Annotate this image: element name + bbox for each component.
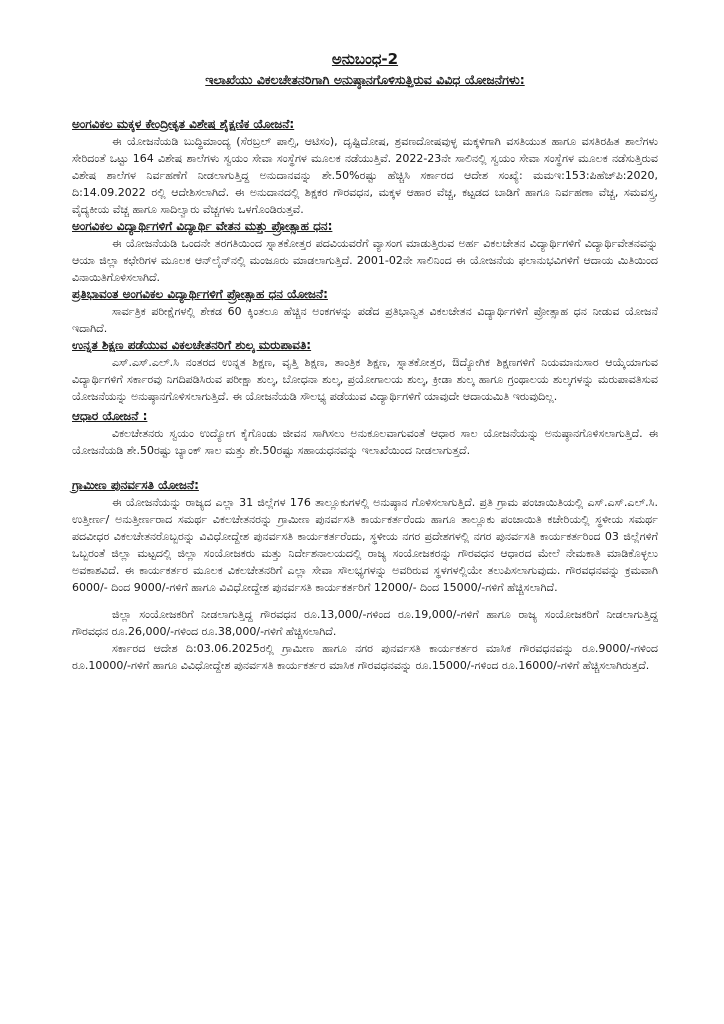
section-paragraph: ಈ ಯೋಜನೆಯನ್ನು ರಾಜ್ಯದ ಎಲ್ಲಾ 31 ಜಿಲ್ಲೆಗಳ 176 ತಾಲ್ಲೂಕುಗಳಲ್ಲಿ ಅನುಷ್ಠಾನ ಗೊಳಿಸಲಾಗುತ್ತಿದೆ. ಪ್ರತಿ ಗ್ರಾಮ ಪಂಚಾಯಿತಿಯಲ್ಲಿ ಎಸ್.ಎಸ್.ಎಲ್.ಸಿ. ಉತ್ತೀರ್ಣ/ ಅನುತ್ತೀರ್ಣರಾದ ಸಮರ್ಥ ವಿಕಲಚೇತನರನ್ನು ಗ್ರಾಮೀಣ ಪುನರ್ವಸತಿ ಕಾರ್ಯಕರ್ತರೆಂದು ಹಾಗೂ ತಾಲ್ಲೂಕು ಪಂಚಾಯಿತಿ ಕಚೇರಿಯಲ್ಲಿ ಸ್ಥಳೀಯ ಸಮರ್ಥ ಪದವೀಧರ ವಿಕಲಚೇತನರೊಬ್ಬರನ್ನು ವಿವಿಧೋದ್ದೇಶ ಪುನರ್ವಸತಿ ಕಾರ್ಯಕರ್ತರೆಂದು, ಸ್ಥಳೀಯ ನಗರ ಪ್ರದೇಶಗಳಲ್ಲಿ ನಗರ ಪುನರ್ವಸತಿ ಕಾರ್ಯಕರ್ತರಿಂದ 03 ಜಿಲ್ಲೆಗಳಿಗೆ ಒಬ್ಬರಂತೆ ಜಿಲ್ಲಾ ಮಟ್ಟದಲ್ಲಿ ಜಿಲ್ಲಾ ಸಂಯೋಜಕರು ಮತ್ತು ನಿರ್ದೇಶನಾಲಯದಲ್ಲಿ ರಾಜ್ಯ ಸಂಯೋಜಕರನ್ನು ಗೌರವಧನ ಆಧಾರದ ಮೇಲೆ ನೇಮಕಾತಿ ಮಾಡಿಕೊಳ್ಳಲು ಅವಕಾಶವಿದೆ. ಈ ಕಾರ್ಯಕರ್ತರ ಮೂಲಕ ವಿಕಲಚೇತನರಿಗೆ ಎಲ್ಲಾ ಸೇವಾ ಸೌಲಭ್ಯಗಳನ್ನು ಅವರಿರುವ ಸ್ಥಳಗಳಲ್ಲಿಯೇ ತಲುಪಿಸಲಾಗುವುದು. ಗೌರವಧನವನ್ನು ಕ್ರಮವಾಗಿ 6000/- ದಿಂದ 9000/-ಗಳಿಗೆ ಹಾಗೂ ವಿವಿಧೋದ್ದೇಶ ಪುನರ್ವಸತಿ ಕಾರ್ಯಕರ್ತರಿಗೆ 12000/- ದಿಂದ 15000/-ಗಳಿಗೆ ಹೆಚ್ಚಿಸಲಾಗಿದೆ. <box>72 496 658 594</box>
annex-label: ಅನುಬಂಧ-2 <box>331 50 399 68</box>
section-paragraph: ಎಸ್.ಎಸ್.ಎಲ್.ಸಿ ನಂತರದ ಉನ್ನತ ಶಿಕ್ಷಣ, ವೃತ್ತಿ ಶಿಕ್ಷಣ, ತಾಂತ್ರಿಕ ಶಿಕ್ಷಣ, ಸ್ನಾತಕೋತ್ತರ, ಔದ್ಯೋಗಿಕ ಶಿಕ್ಷಣಗಳಿಗೆ ನಿಯಮಾನುಸಾರ ಆಯ್ಕೆಯಾಗುವ ವಿದ್ಯಾರ್ಥಿಗಳಿಗೆ ಸರ್ಕಾರವು ನಿಗದಿಪಡಿಸಿರುವ ಪರೀಕ್ಷಾ ಶುಲ್ಕ, ಬೋಧನಾ ಶುಲ್ಕ, ಪ್ರಯೋಗಾಲಯ ಶುಲ್ಕ, ಕ್ರೀಡಾ ಶುಲ್ಕ ಹಾಗೂ ಗ್ರಂಥಾಲಯ ಶುಲ್ಕಗಳನ್ನು ಮರುಪಾವತಿಸುವ ಯೋಜನೆಯನ್ನು ಅನುಷ್ಠಾನಗೊಳಿಸಲಾಗುತ್ತಿದೆ. ಈ ಯೋಜನೆಯಡಿ ಸೌಲಭ್ಯ ಪಡೆಯುವ ವಿದ್ಯಾರ್ಥಿಗಳಿಗೆ ಯಾವುದೇ ಆದಾಯಮಿತಿ ಇರುವುದಿಲ್ಲ. <box>72 356 658 403</box>
section-fee-reimbursement <box>72 337 658 405</box>
section-rural-rehabilitation <box>72 477 658 674</box>
section-heading: ಗ್ರಾಮೀಣ ಪುನರ್ವಸತಿ ಯೋಜನೆ: <box>72 478 199 492</box>
section-heading: ಅಂಗವಿಕಲ ಮಕ್ಕಳ ಕೇಂದ್ರೀಕೃತ ವಿಶೇಷ ಶೈಕ್ಷಣಿಕ ಯೋಜನೆ: <box>72 117 295 131</box>
section-paragraph: ಜಿಲ್ಲಾ ಸಂಯೋಜಕರಿಗೆ ನೀಡಲಾಗುತ್ತಿದ್ದ ಗೌರವಧನ ರೂ.13,000/-ಗಳಿಂದ ರೂ.19,000/-ಗಳಿಗೆ ಹಾಗೂ ರಾಜ್ಯ ಸಂಯೋಜಕರಿಗೆ ನೀಡಲಾಗುತ್ತಿದ್ದ ಗೌರವಧನ ರೂ.26,000/-ಗಳಿಂದ ರೂ.38,000/-ಗಳಿಗೆ ಹೆಚ್ಚಿಸಲಾಗಿದೆ. <box>72 608 658 638</box>
section-scholarship <box>72 218 658 286</box>
section-paragraph: ವಿಕಲಚೇತನರು ಸ್ವಯಂ ಉದ್ಯೋಗ ಕೈಗೊಂಡು ಜೀವನ ಸಾಗಿಸಲು ಅನುಕೂಲವಾಗುವಂತೆ ಆಧಾರ ಸಾಲ ಯೋಜನೆಯನ್ನು ಅನುಷ್ಠಾನಗೊಳಿಸಲಾಗುತ್ತಿದೆ. ಈ ಯೋಜನೆಯಡಿ ಶೇ.50ರಷ್ಟು ಬ್ಯಾಂಕ್ ಸಾಲ ಮತ್ತು ಶೇ.50ರಷ್ಟು ಸಹಾಯಧನವನ್ನು ಇಲಾಖೆಯಿಂದ ನೀಡಲಾಗುತ್ತದೆ. <box>72 427 658 457</box>
section-aadhara-scheme <box>72 408 658 459</box>
section-paragraph: ಸರ್ಕಾರದ ಆದೇಶ ದಿ:03.06.2025ರಲ್ಲಿ ಗ್ರಾಮೀಣ ಹಾಗೂ ನಗರ ಪುನರ್ವಸತಿ ಕಾರ್ಯಕರ್ತರ ಮಾಸಿಕ ಗೌರವಧನವನ್ನು ರೂ.9000/-ಗಳಿಂದ ರೂ.10000/-ಗಳಿಗೆ ಹಾಗೂ ವಿವಿಧೋದ್ದೇಶ ಪುನರ್ವಸತಿ ಕಾರ್ಯಕರ್ತರ ಮಾಸಿಕ ಗೌರವಧನವನ್ನು ರೂ.15000/-ಗಳಿಂದ ರೂ.16000/-ಗಳಿಗೆ ಹೆಚ್ಚಿಸಲಾಗಿರುತ್ತದೆ. <box>72 642 658 672</box>
page-title: ಇಲಾಖೆಯು ವಿಕಲಚೇತನರಿಗಾಗಿ ಅನುಷ್ಠಾನಗೊಳಿಸುತ್ತಿರುವ ವಿವಿಧ ಯೋಜನೆಗಳು: <box>205 72 525 87</box>
section-special-education <box>72 116 658 218</box>
section-merit-incentive <box>72 286 658 337</box>
section-heading: ಪ್ರತಿಭಾವಂತ ಅಂಗವಿಕಲ ವಿದ್ಯಾರ್ಥಿಗಳಿಗೆ ಪ್ರೋತ್ಸಾಹ ಧನ ಯೋಜನೆ: <box>72 287 328 301</box>
section-paragraph: ಈ ಯೋಜನೆಯಡಿ ಬುದ್ಧಿಮಾಂದ್ಯ (ಸೆರಬ್ರಲ್ ಪಾಲ್ಸಿ, ಆಟಿಸಂ), ದೃಷ್ಟಿದೋಷ, ಶ್ರವಣದೋಷವುಳ್ಳ ಮಕ್ಕಳಿಗಾಗಿ ವಸತಿಯುತ ಹಾಗೂ ವಸತಿರಹಿತ ಶಾಲೆಗಳು ಸೇರಿದಂತೆ ಒಟ್ಟು 164 ವಿಶೇಷ ಶಾಲೆಗಳು ಸ್ವಯಂ ಸೇವಾ ಸಂಸ್ಥೆಗಳ ಮೂಲಕ ನಡೆಯುತ್ತಿವೆ. 2022-23ನೇ ಸಾಲಿನಲ್ಲಿ ಸ್ವಯಂ ಸೇವಾ ಸಂಸ್ಥೆಗಳ ಮೂಲಕ ನಡೆಸುತ್ತಿರುವ ವಿಶೇಷ ಶಾಲೆಗಳ ನಿರ್ವಹಣೆಗೆ ನೀಡಲಾಗುತ್ತಿದ್ದ ಅನುದಾನವನ್ನು ಶೇ.50%ರಷ್ಟು ಹೆಚ್ಚಿಸಿ ಸರ್ಕಾರದ ಆದೇಶ ಸಂಖ್ಯೆ: ಮಮಇ:153:ಪಿಹೆಚ್‌ಪಿ:2020, ದಿ:14.09.2022 ರಲ್ಲಿ ಆದೇಶಿಸಲಾಗಿದೆ. ಈ ಅನುದಾನದಲ್ಲಿ ಶಿಕ್ಷಕರ ಗೌರವಧನ, ಮಕ್ಕಳ ಆಹಾರ ವೆಚ್ಚ, ಕಟ್ಟಡದ ಬಾಡಿಗೆ ಹಾಗೂ ನಿರ್ವಹಣಾ ವೆಚ್ಚ, ಸಮವಸ್ತ್ರ, ವೈದ್ಯಕೀಯ ವೆಚ್ಚ ಹಾಗೂ ಸಾದಿಲ್ವಾರು ವೆಚ್ಚಗಳು ಒಳಗೊಂಡಿರುತ್ತವೆ. <box>72 135 658 216</box>
section-heading: ಉನ್ನತ ಶಿಕ್ಷಣ ಪಡೆಯುವ ವಿಕಲಚೇತನರಿಗೆ ಶುಲ್ಕ ಮರುಪಾವತಿ: <box>72 338 312 352</box>
section-paragraph: ಸಾರ್ವತ್ರಿಕ ಪರೀಕ್ಷೆಗಳಲ್ಲಿ ಶೇಕಡ 60 ಕ್ಕಿಂತಲೂ ಹೆಚ್ಚಿನ ಅಂಕಗಳನ್ನು ಪಡೆದ ಪ್ರತಿಭಾನ್ವಿತ ವಿಕಲಚೇತನ ವಿದ್ಯಾರ್ಥಿಗಳಿಗೆ ಪ್ರೋತ್ಸಾಹ ಧನ ನೀಡುವ ಯೋಜನೆ ಇದಾಗಿದೆ. <box>72 305 658 335</box>
section-heading: ಅಂಗವಿಕಲ ವಿದ್ಯಾರ್ಥಿಗಳಿಗೆ ವಿದ್ಯಾರ್ಥಿ ವೇತನ ಮತ್ತು ಪ್ರೋತ್ಸಾಹ ಧನ: <box>72 219 333 233</box>
section-paragraph: ಈ ಯೋಜನೆಯಡಿ ಒಂದನೇ ತರಗತಿಯಿಂದ ಸ್ನಾತಕೋತ್ತರ ಪದವಿಯವರೆಗೆ ವ್ಯಾಸಂಗ ಮಾಡುತ್ತಿರುವ ಅರ್ಹ ವಿಕಲಚೇತನ ವಿದ್ಯಾರ್ಥಿಗಳಿಗೆ ವಿದ್ಯಾರ್ಥಿವೇತನವನ್ನು ಆಯಾ ಜಿಲ್ಲಾ ಕಛೇರಿಗಳ ಮೂಲಕ ಆನ್‌ಲೈನ್‌ನಲ್ಲಿ ಮಂಜೂರು ಮಾಡಲಾಗುತ್ತಿದೆ. 2001-02ನೇ ಸಾಲಿನಿಂದ ಈ ಯೋಜನೆಯ ಫಲಾನುಭವಿಗಳಿಗೆ ಆದಾಯ ಮಿತಿಯಿಂದ ವಿನಾಯಿತಿಗೊಳಿಸಲಾಗಿದೆ. <box>72 237 658 284</box>
section-heading: ಆಧಾರ ಯೋಜನೆ : <box>72 409 148 423</box>
